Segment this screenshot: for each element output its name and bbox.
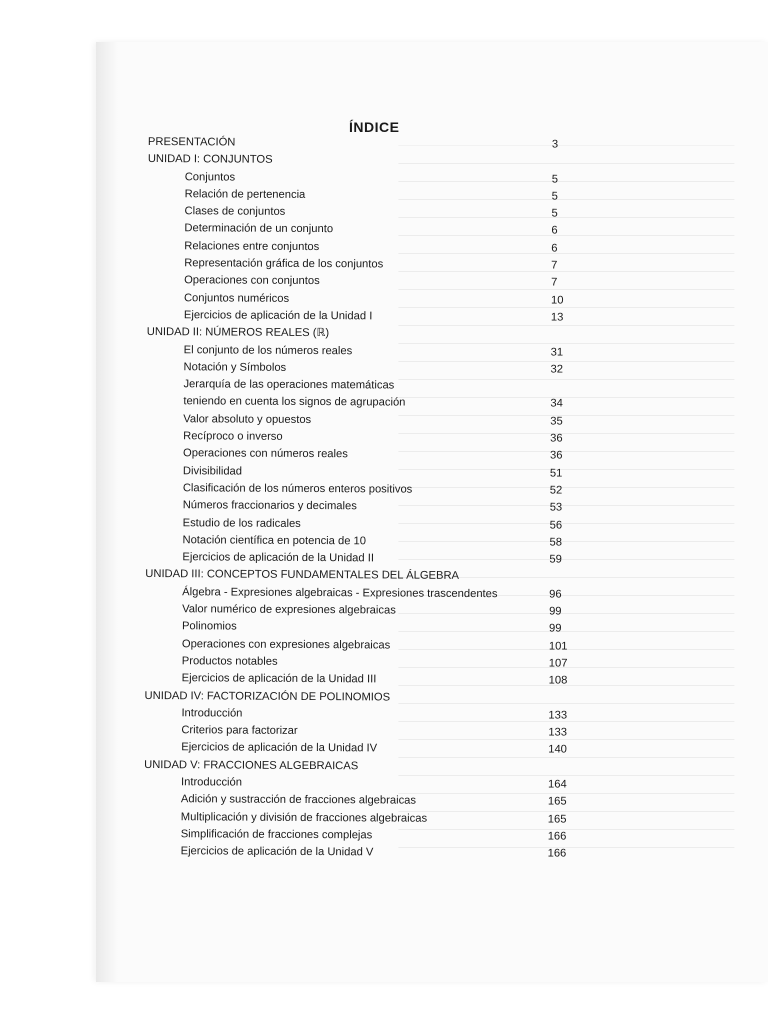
toc-entry-label: Valor numérico de expresiones algebraicas xyxy=(182,603,396,617)
toc-page-number: 10 xyxy=(550,294,564,307)
toc-entry-label: UNIDAD III: CONCEPTOS FUNDAMENTALES DEL ÁLGEBRA xyxy=(145,568,460,583)
toc-entry-label: Ejercicios de aplicación de la Unidad V xyxy=(180,845,374,859)
toc-entry-label: Polinomios xyxy=(181,620,237,633)
toc-entry-label: Notación y Símbolos xyxy=(183,361,287,374)
toc-page-number: 5 xyxy=(551,190,558,203)
toc-page-number: 35 xyxy=(550,415,563,428)
toc-entry-label: Multiplicación y división de fracciones algebraicas xyxy=(180,810,428,825)
toc-entry-label: Introducción xyxy=(181,776,243,789)
toc-page-number: 7 xyxy=(551,259,558,272)
toc-page-number: 58 xyxy=(549,536,563,549)
toc-entry-label: Valor absoluto y opuestos xyxy=(183,412,312,426)
toc-entry-label: Productos notables xyxy=(181,655,278,668)
toc-page-number: 165 xyxy=(547,795,567,808)
toc-entry-label: UNIDAD V: FRACCIONES ALGEBRAICAS xyxy=(144,758,359,772)
toc-page-number: 13 xyxy=(550,311,564,324)
toc-page-number: 164 xyxy=(547,778,567,791)
toc-entry-label: UNIDAD II: NÚMEROS REALES (ℝ) xyxy=(146,326,330,340)
toc-entry-label: Ejercicios de aplicación de la Unidad IV xyxy=(181,741,378,755)
toc-page-number: 6 xyxy=(551,242,558,255)
toc-page-number: 31 xyxy=(550,346,564,359)
table-of-contents xyxy=(144,134,588,863)
toc-entry-label: Criterios para factorizar xyxy=(181,724,298,738)
toc-page-number: 140 xyxy=(548,743,567,756)
toc-entry-label: Álgebra - Expresiones algebraicas - Expresiones trascendentes xyxy=(182,585,498,600)
toc-page-number: 59 xyxy=(549,553,562,566)
toc-page-number: 5 xyxy=(551,207,558,220)
toc-entry-label: Operaciones con números reales xyxy=(183,447,348,461)
toc-page-number: 7 xyxy=(551,276,558,289)
toc-page-number: 32 xyxy=(550,363,564,376)
toc-entry-label: UNIDAD I: CONJUNTOS xyxy=(147,153,273,167)
toc-page-number: 107 xyxy=(548,657,568,670)
toc-entry-label: Ejercicios de aplicación de la Unidad II xyxy=(182,551,374,565)
toc-page-number: 133 xyxy=(548,709,568,722)
toc-entry-label: Recíproco o inverso xyxy=(183,430,283,443)
toc-page-number: 5 xyxy=(551,173,559,186)
toc-page-number: 6 xyxy=(551,224,558,237)
toc-entry-label: Conjuntos xyxy=(184,170,236,184)
toc-page-number: 51 xyxy=(549,467,563,480)
toc-entry-label: Ejercicios de aplicación de la Unidad I xyxy=(183,309,373,323)
toc-page-number: 56 xyxy=(549,518,563,532)
toc-entry-label: Determinación de un conjunto xyxy=(184,222,334,236)
toc-entry-label: Notación científica en potencia de 10 xyxy=(182,534,367,548)
toc-entry-label: PRESENTACIÓN xyxy=(147,135,236,149)
toc-page-number: 166 xyxy=(547,830,567,843)
toc-page-number: 165 xyxy=(547,813,567,826)
toc-entry-label: Estudio de los radicales xyxy=(182,516,301,530)
toc-title: ÍNDICE xyxy=(349,119,400,135)
toc-page-number: 36 xyxy=(550,432,563,445)
toc-entry-label: Relación de pertenencia xyxy=(184,188,306,201)
toc-entry-label: Números fraccionarios y decimales xyxy=(182,499,357,513)
toc-entry-label: teniendo en cuenta los signos de agrupación xyxy=(183,395,406,410)
toc-entry-label: Representación gráfica de los conjuntos xyxy=(184,257,384,271)
toc-entry-label: UNIDAD IV: FACTORIZACIÓN DE POLINOMIOS xyxy=(144,689,391,703)
toc-page-number: 53 xyxy=(549,501,563,514)
toc-page-number: 36 xyxy=(550,449,563,462)
toc-entry-label: Ejercicios de aplicación de la Unidad III xyxy=(181,672,377,686)
toc-entry-label: Clases de conjuntos xyxy=(184,205,286,219)
toc-page-number: 108 xyxy=(548,674,568,687)
toc-page-number: 34 xyxy=(550,397,563,410)
toc-page-number: 166 xyxy=(547,847,567,860)
toc-entry-label: Jerarquía de las operaciones matemáticas xyxy=(183,378,395,392)
toc-entry-label: Introducción xyxy=(181,707,243,720)
toc-entry-label: Conjuntos numéricos xyxy=(183,291,290,305)
toc-entry-label: Operaciones con expresiones algebraicas xyxy=(181,637,391,652)
toc-page-number: 133 xyxy=(548,726,568,739)
toc-page-number: 3 xyxy=(551,138,559,151)
document-page xyxy=(96,42,768,982)
toc-entry-label: El conjunto de los números reales xyxy=(183,343,353,357)
toc-entry-label: Simplificación de fracciones complejas xyxy=(180,828,373,842)
toc-entry-label: Relaciones entre conjuntos xyxy=(184,240,320,253)
toc-page-number: 52 xyxy=(549,484,563,497)
toc-entry-label: Clasificación de los números enteros positivos xyxy=(182,482,413,496)
toc-page-number: 96 xyxy=(549,588,562,601)
toc-page-number: 99 xyxy=(548,622,562,635)
toc-entry-label: Adición y sustracción de fracciones algebraicas xyxy=(180,793,417,807)
toc-page-number: 101 xyxy=(548,640,568,653)
toc-entry-label: Operaciones con conjuntos xyxy=(184,274,320,288)
toc-page-number: 99 xyxy=(549,605,562,618)
toc-entry-label: Divisibilidad xyxy=(182,464,243,478)
toc-entry xyxy=(144,843,584,863)
page-shadow-edge xyxy=(96,42,118,982)
